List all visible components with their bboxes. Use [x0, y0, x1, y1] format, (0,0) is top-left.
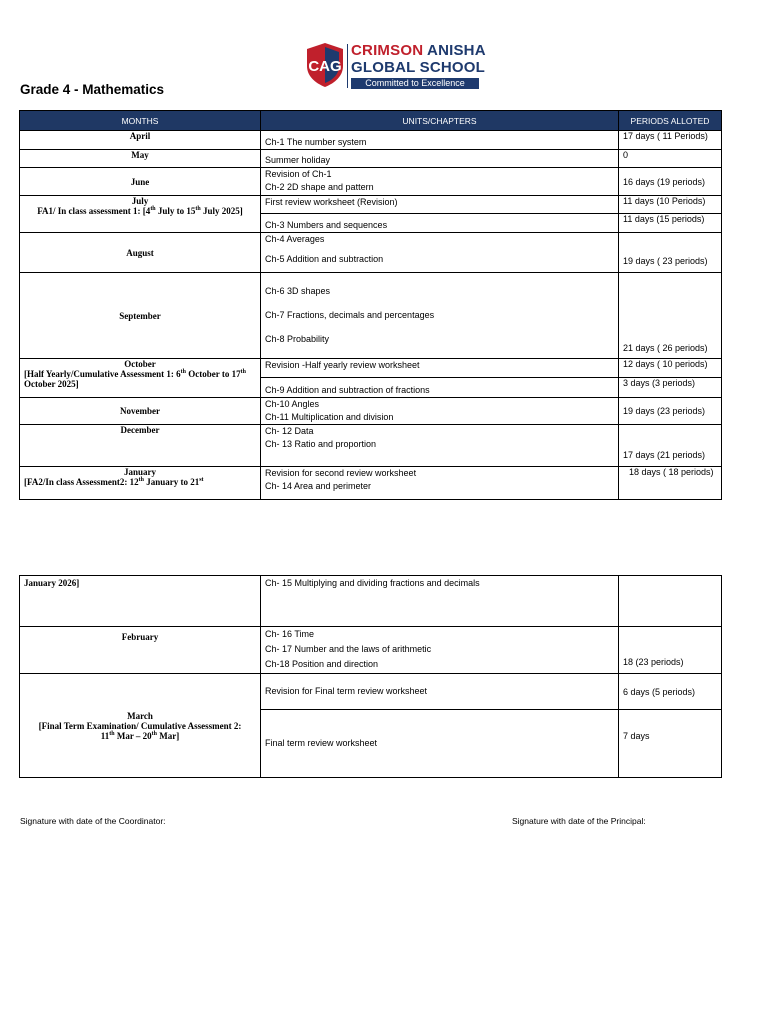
unit-text: First review worksheet (Revision) [265, 197, 398, 207]
periods-cell: 18 days ( 18 periods) [619, 467, 722, 500]
periods-cell: 16 days (19 periods) [619, 168, 722, 196]
unit-text: Revision for Final term review worksheet [265, 686, 428, 696]
unit-cell [261, 196, 619, 214]
month-cell: June [20, 168, 261, 196]
principal-signature-label: Signature with date of the Principal: [512, 816, 646, 826]
assessment-text: [FA2/In class Assessment2: 12 [24, 477, 139, 487]
periods-cell: 19 days (23 periods) [619, 398, 722, 425]
unit-text: Ch-4 Averages [265, 234, 325, 244]
unit-text: Ch-3 Numbers and sequences [265, 220, 388, 230]
periods-cell: 17 days (21 periods) [619, 425, 722, 467]
unit-cell [261, 233, 619, 273]
table-row [20, 398, 722, 425]
month-cell: September [20, 273, 261, 359]
table-row [20, 168, 722, 196]
unit-cell [261, 131, 619, 150]
ordinal-suffix: st [199, 477, 204, 483]
table-row [20, 467, 722, 500]
periods-cell: 21 days ( 26 periods) [619, 273, 722, 359]
ordinal-suffix: th [150, 206, 156, 212]
unit-text: Ch-10 Angles [265, 399, 320, 409]
periods-cell: 19 days ( 23 periods) [619, 233, 722, 273]
unit-text: Ch-1 The number system [265, 137, 367, 147]
ordinal-suffix: th [195, 206, 201, 212]
assessment-note: [Final Term Examination/ Cumulative Assessment 2: [38, 720, 242, 731]
unit-text: Summer holiday [265, 155, 331, 165]
month-cell [20, 467, 261, 500]
unit-cell [261, 273, 619, 359]
month-label: October [124, 359, 156, 369]
assessment-text: October 2025] [24, 379, 79, 389]
unit-cell [261, 150, 619, 168]
header-units: UNITS/CHAPTERS [261, 111, 619, 131]
unit-text: Ch- 15 Multiplying and dividing fractions and decimals [265, 578, 480, 588]
month-cell [20, 674, 261, 778]
curriculum-table [19, 110, 722, 500]
unit-text: Revision -Half yearly review worksheet [265, 360, 420, 370]
month-cell: February [20, 627, 261, 674]
unit-cell [261, 710, 619, 778]
ordinal-suffix: th [138, 477, 144, 483]
assessment-text: Mar] [157, 730, 180, 741]
ordinal-suffix: th [240, 369, 246, 375]
unit-cell [261, 674, 619, 710]
unit-cell [261, 359, 619, 378]
month-cell [20, 196, 261, 233]
table-header-row [20, 111, 722, 131]
periods-cell: 11 days (15 periods) [619, 214, 722, 233]
unit-text: Ch-8 Probability [265, 334, 330, 344]
unit-text: Ch-5 Addition and subtraction [265, 254, 384, 264]
unit-text: Final term review worksheet [265, 738, 378, 748]
emblem-letters: CAG [308, 58, 342, 75]
unit-text: Revision for second review worksheet [265, 468, 417, 478]
periods-cell: 0 [619, 150, 722, 168]
curriculum-table-continued [19, 575, 722, 778]
unit-cell [261, 398, 619, 425]
school-logo-emblem [305, 42, 345, 88]
table-row [20, 233, 722, 273]
unit-text: Ch- 12 Data [265, 426, 314, 436]
assessment-text: 11 [100, 730, 110, 741]
month-cell: May [20, 150, 261, 168]
ordinal-suffix: th [109, 730, 115, 737]
month-cell: November [20, 398, 261, 425]
coordinator-signature-label: Signature with date of the Coordinator: [20, 816, 166, 826]
unit-text: Ch-9 Addition and subtraction of fractions [265, 385, 430, 395]
school-tagline: Committed to Excellence [351, 78, 479, 89]
month-label: March [127, 710, 153, 721]
header-months: MONTHS [20, 111, 261, 131]
month-cell [20, 359, 261, 398]
periods-cell: 12 days ( 10 periods) [619, 359, 722, 378]
unit-text: Ch-2 2D shape and pattern [265, 182, 374, 192]
month-label: January [123, 467, 156, 477]
page-title: Grade 4 - Mathematics [20, 82, 165, 97]
month-cell: April [20, 131, 261, 150]
unit-cell [261, 214, 619, 233]
assessment-text: October to 17 [186, 369, 241, 379]
assessment-note [24, 206, 256, 216]
unit-text: Ch- 14 Area and perimeter [265, 481, 372, 491]
header-periods: PERIODS ALLOTED [619, 111, 722, 131]
table-row [20, 425, 722, 467]
month-cell: August [20, 233, 261, 273]
assessment-text: July to 15 [155, 206, 196, 216]
school-name-part2: ANISHA [427, 42, 486, 59]
unit-text: Ch- 16 Time [265, 629, 315, 639]
ordinal-suffix: th [151, 730, 158, 737]
periods-cell: 11 days (10 Periods) [619, 196, 722, 214]
school-name-line2: GLOBAL SCHOOL [351, 59, 485, 76]
unit-text: Ch- 17 Number and the laws of arithmetic [265, 644, 432, 654]
table-row [20, 627, 722, 674]
month-cell: December [20, 425, 261, 467]
unit-cell [261, 467, 619, 500]
unit-text: Ch- 13 Ratio and proportion [265, 439, 377, 449]
table-row [20, 150, 722, 168]
month-cell: January 2026] [20, 576, 261, 627]
unit-cell [261, 425, 619, 467]
unit-text: Ch-6 3D shapes [265, 286, 331, 296]
unit-text: Ch-7 Fractions, decimals and percentages [265, 310, 435, 320]
periods-cell: 7 days [619, 710, 722, 778]
unit-text: Ch-11 Multiplication and division [265, 412, 394, 422]
assessment-dates [24, 731, 256, 741]
school-name-line1 [351, 42, 486, 59]
table-row [20, 359, 722, 378]
assessment-text: July 2025] [200, 206, 243, 216]
assessment-text: January to 21 [143, 477, 200, 487]
school-name-part1: CRIMSON [351, 42, 424, 59]
table-row [20, 273, 722, 359]
periods-cell: 17 days ( 11 Periods) [619, 131, 722, 150]
periods-cell [619, 576, 722, 627]
table-row [20, 674, 722, 710]
assessment-text: FA1/ In class assessment 1: [4 [37, 206, 151, 216]
table-row [20, 576, 722, 627]
unit-cell [261, 378, 619, 398]
unit-cell [261, 168, 619, 196]
ordinal-suffix: th [180, 369, 186, 375]
assessment-note [24, 477, 256, 487]
unit-cell [261, 627, 619, 674]
assessment-note [24, 369, 256, 389]
logo-separator [347, 44, 348, 88]
periods-cell: 3 days (3 periods) [619, 378, 722, 398]
periods-cell: 18 (23 periods) [619, 627, 722, 674]
month-label: July [131, 196, 149, 206]
table-row [20, 131, 722, 150]
assessment-text: [Half Yearly/Cumulative Assessment 1: 6 [24, 369, 181, 379]
unit-cell [261, 576, 619, 627]
table-row [20, 196, 722, 214]
assessment-text: Mar – 20 [114, 730, 152, 741]
periods-cell: 6 days (5 periods) [619, 674, 722, 710]
unit-text: Revision of Ch-1 [265, 169, 332, 179]
unit-text: Ch-18 Position and direction [265, 659, 379, 669]
